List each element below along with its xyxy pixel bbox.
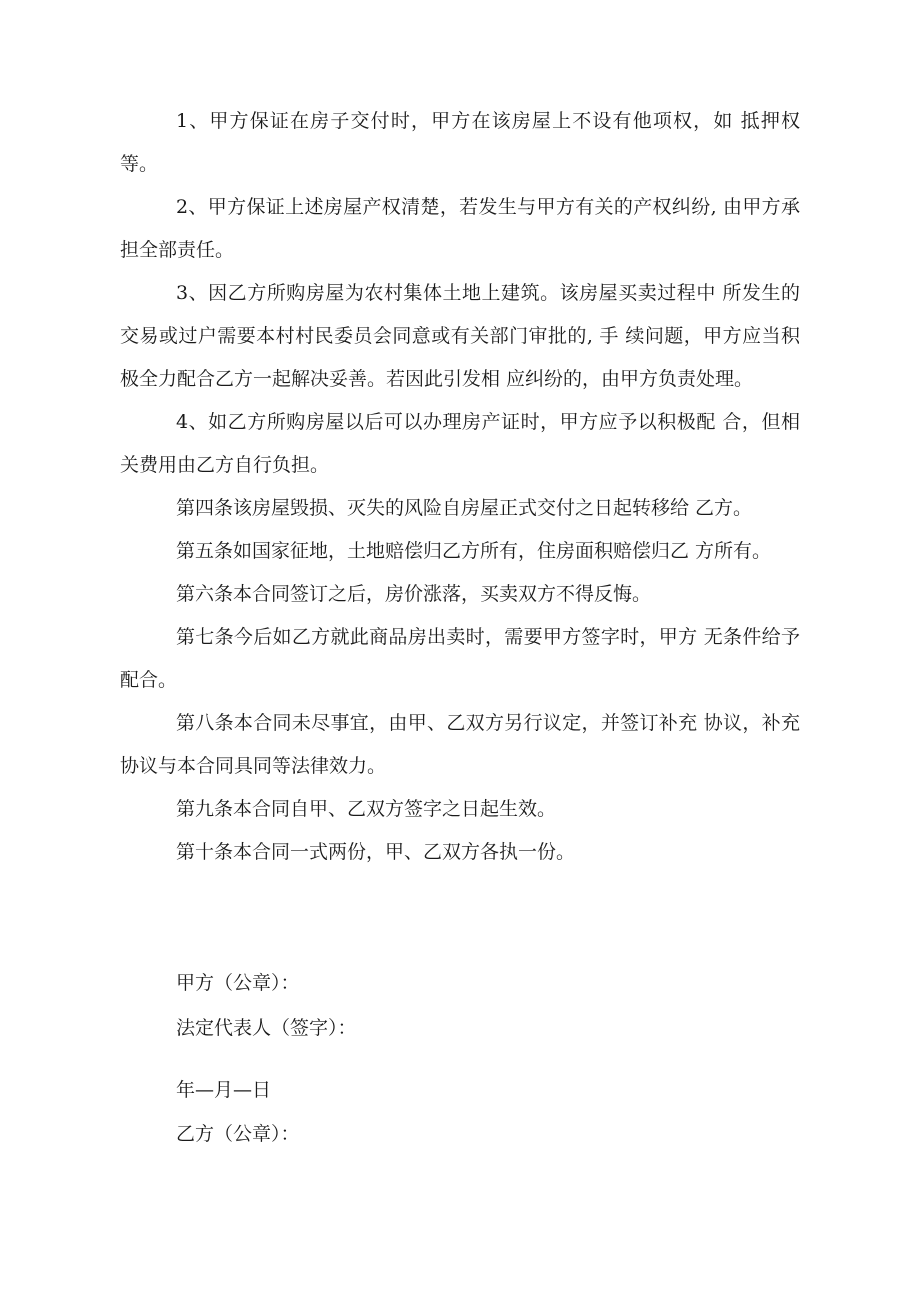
article-9-effective-date: 第九条本合同自甲、乙双方签字之日起生效。 <box>176 798 557 820</box>
date-line: 年—月—日 <box>176 1079 272 1101</box>
clause-2-property-rights: 2、甲方保证上述房屋产权清楚，若发生与甲方有关的产权纠纷, 由甲方承担全部责任。 <box>120 196 800 261</box>
clause-3-collective-land: 3、因乙方所购房屋为农村集体土地上建筑。该房屋买卖过程中 所发生的交易或过户需要本村村民委员会同意或有关部门审批的, 手 续问题，甲方应当积极全力配合乙方一起解决妥善。若因此引发相 应纠纷的，由甲方负责处理。 <box>120 282 800 390</box>
legal-representative-signature-line: 法定代表人（签字）： <box>176 1017 357 1039</box>
clause-4-property-certificate: 4、如乙方所购房屋以后可以办理房产证时，甲方应予以积极配 合，但相关费用由乙方自行负担。 <box>120 411 800 476</box>
article-4-risk-transfer: 第四条该房屋毁损、灭失的风险自房屋正式交付之日起转移给 乙方。 <box>176 497 753 519</box>
party-b-seal-line: 乙方（公章）： <box>176 1123 300 1145</box>
article-5-land-compensation: 第五条如国家征地，土地赔偿归乙方所有，住房面积赔偿归乙 方所有。 <box>176 540 772 562</box>
party-a-seal-line: 甲方（公章）： <box>176 972 300 994</box>
clause-1-guarantee-no-encumbrance: 1、甲方保证在房子交付时，甲方在该房屋上不设有他项权，如 抵押权等。 <box>120 110 800 175</box>
article-6-no-regret: 第六条本合同签订之后，房价涨落，买卖双方不得反悔。 <box>176 583 652 605</box>
article-7-resale-cooperation: 第七条今后如乙方就此商品房出卖时，需要甲方签字时，甲方 无条件给予配合。 <box>120 626 800 691</box>
contract-body <box>120 100 800 874</box>
article-10-copies: 第十条本合同一式两份，甲、乙双方各执一份。 <box>176 841 576 863</box>
article-8-supplementary-agreement: 第八条本合同未尽事宜，由甲、乙双方另行议定，并签订补充 协议，补充协议与本合同具同等法律效力。 <box>120 712 800 777</box>
